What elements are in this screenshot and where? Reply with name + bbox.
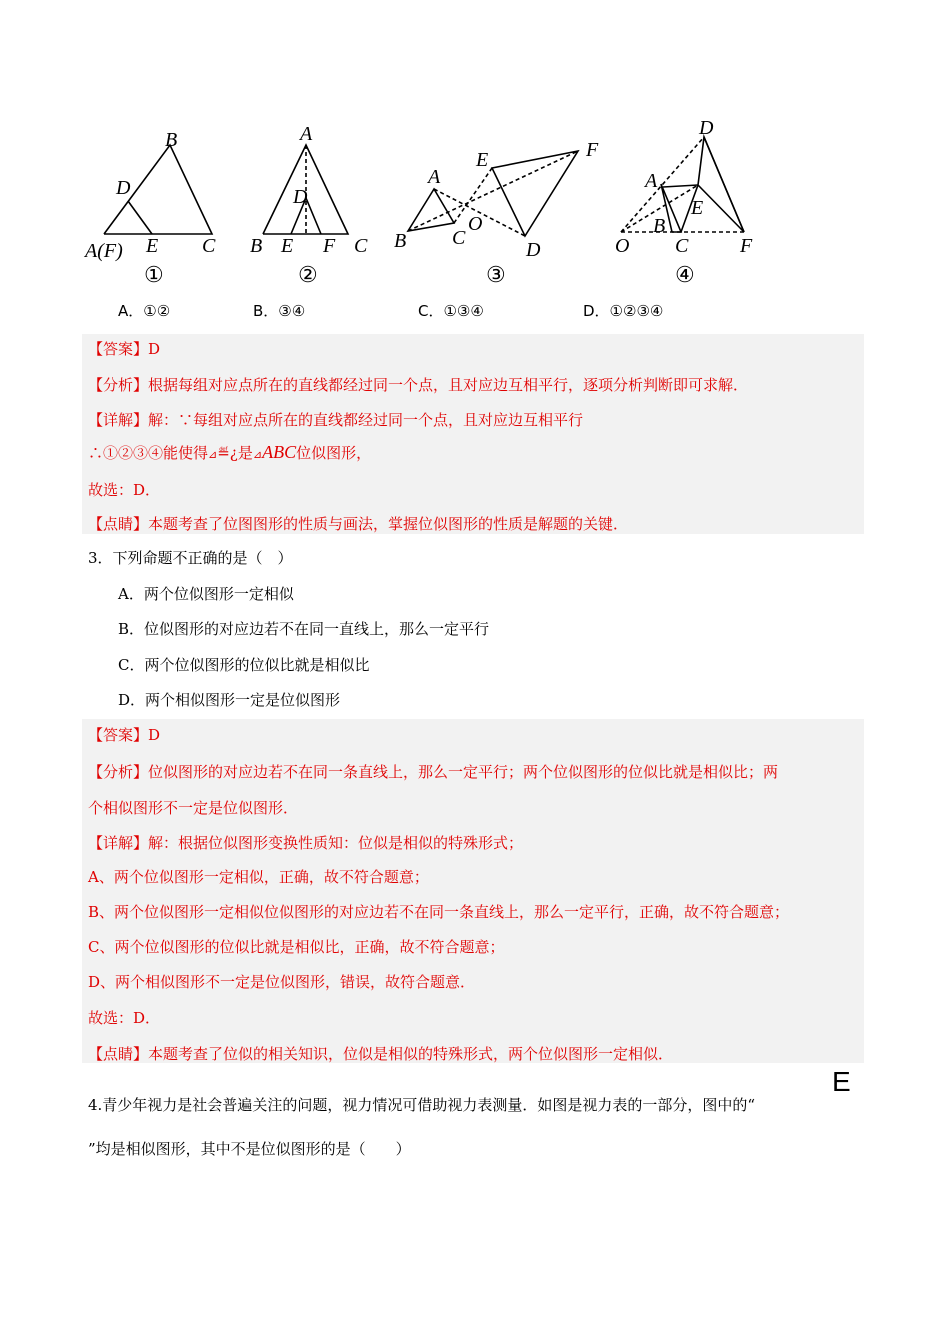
q2-comment-tag: 【点睛】 — [88, 515, 149, 533]
q3-detail-line-a: A、两个位似图形一定相似，正确，故不符合题意； — [88, 868, 429, 886]
fig3-label-e: E — [476, 149, 489, 171]
figure-4 — [615, 110, 785, 290]
q3-detail-line-d: D、两个相似图形不一定是位似图形，错误，故符合题意． — [88, 973, 476, 991]
q2-comment — [88, 513, 628, 534]
fig2-label-e: E — [281, 235, 294, 257]
q2-detail — [88, 409, 583, 430]
fig4-label-b: B — [653, 215, 666, 237]
q2-detail-tag: 【详解】 — [88, 411, 149, 429]
q3-detail-line-b: B、两个位似图形一定相似位似图形的对应边若不在同一条直线上，那么一定平行，正确，故不符合题意； — [88, 903, 790, 921]
q3-detail-tag: 【详解】 — [88, 834, 149, 852]
fig2-number: ② — [298, 262, 318, 287]
fig1-label-e: E — [146, 235, 159, 257]
q2-option-a: A．①② — [118, 302, 171, 320]
q3-detail-line-c: C、两个位似图形的位似比就是相似比，正确，故不符合题意； — [88, 938, 505, 956]
q2-answer-tag: 【答案】 — [88, 340, 149, 358]
q3-answer-value: D — [148, 726, 161, 744]
q2-analysis-tag: 【分析】 — [88, 376, 149, 394]
q2-detail2-b: ≝¿是 — [217, 444, 253, 462]
q2-option-c: C．①③④ — [418, 302, 484, 320]
fig3-label-f: F — [586, 139, 599, 161]
q3-detail-text: 解：根据位似图形变换性质知：位似是相似的特殊形式； — [148, 834, 524, 852]
fig2-label-c: C — [354, 235, 368, 257]
fig1-label-c: C — [202, 235, 216, 257]
fig3-label-o: O — [468, 213, 483, 235]
q2-answer-value: D — [148, 340, 161, 358]
q2-choose: 故选：D． — [88, 481, 161, 499]
fig2-label-b: B — [250, 235, 263, 257]
q2-detail-line2 — [88, 442, 371, 463]
q3-analysis-text2: 个相似图形不一定是位似图形． — [88, 799, 299, 817]
figure-3 — [390, 110, 605, 290]
q2-option-d: D．①②③④ — [583, 302, 664, 320]
fig2-label-a: A — [300, 123, 313, 145]
q2-detail-text: 解：∵每组对应点所在的直线都经过同一个点，且对应边互相平行 — [148, 411, 584, 429]
figure-row — [80, 110, 780, 290]
q2-detail2-triangle: ⊿ — [208, 448, 218, 461]
q3-comment-text: 本题考查了位似的相关知识，位似是相似的特殊形式，两个位似图形一定相似． — [148, 1045, 674, 1063]
q2-detail2-triangle2: ⊿ — [252, 448, 263, 461]
visual-chart-e-symbol: E — [832, 1066, 851, 1097]
fig3-label-b: B — [394, 230, 407, 252]
fig4-number: ④ — [675, 262, 695, 287]
q2-comment-text: 本题考查了位图图形的性质与画法，掌握位似图形的性质是解题的关键． — [148, 515, 629, 533]
q4-stem-line2: ”均是相似图形，其中不是位似图形的是（ ） — [88, 1140, 411, 1158]
q3-choice-c: C．两个位似图形的位似比就是相似比 — [118, 656, 370, 674]
q2-solution-box — [82, 334, 864, 534]
q3-detail — [88, 832, 523, 853]
q2-analysis — [88, 374, 748, 395]
figure-2 — [250, 110, 380, 290]
q3-answer-tag: 【答案】 — [88, 726, 149, 744]
q2-answer — [88, 338, 160, 359]
fig3-number: ③ — [486, 262, 506, 287]
q2-analysis-text: 根据每组对应点所在的直线都经过同一个点，且对应边互相平行，逐项分析判断即可求解． — [148, 376, 749, 394]
fig4-label-c: C — [675, 235, 689, 257]
q2-detail2-abc: ABC — [262, 442, 297, 462]
q3-choice-a: A．两个位似图形一定相似 — [118, 585, 294, 603]
q3-choice-d: D．两个相似图形一定是位似图形 — [118, 691, 341, 709]
q3-analysis-tag: 【分析】 — [88, 763, 149, 781]
q3-choose: 故选：D． — [88, 1009, 161, 1027]
q2-option-b: B．③④ — [253, 302, 306, 320]
q3-choice-b: B．位似图形的对应边若不在同一直线上，那么一定平行 — [118, 620, 490, 638]
fig1-label-af: A(F) — [85, 240, 123, 262]
q3-analysis-text1: 位似图形的对应边若不在同一条直线上，那么一定平行；两个位似图形的位似比就是相似比；两 — [148, 763, 779, 781]
fig3-label-d: D — [526, 239, 541, 261]
fig3-label-c: C — [452, 227, 466, 249]
fig3-label-a: A — [428, 166, 441, 188]
fig1-number: ① — [144, 262, 164, 287]
fig4-label-d: D — [699, 117, 714, 139]
q4-stem-line1: 4.青少年视力是社会普遍关注的问题，视力情况可借助视力表测量．如图是视力表的一部分，图中的“ — [88, 1096, 755, 1114]
fig4-label-e: E — [691, 197, 704, 219]
fig4-label-a: A — [645, 170, 658, 192]
fig4-label-f: F — [740, 235, 753, 257]
q3-comment — [88, 1043, 673, 1064]
q3-answer — [88, 724, 160, 745]
fig2-label-f: F — [323, 235, 336, 257]
q2-detail2-a: ∴①②③④能使得 — [88, 444, 209, 462]
figure-1 — [80, 110, 230, 290]
fig1-label-b: B — [165, 129, 178, 151]
fig1-label-d: D — [116, 177, 131, 199]
fig4-label-o: O — [615, 235, 630, 257]
q2-detail2-c: 位似图形， — [296, 444, 372, 462]
fig2-label-d: D — [293, 186, 308, 208]
q3-comment-tag: 【点睛】 — [88, 1045, 149, 1063]
q3-stem: 3．下列命题不正确的是（ ） — [88, 549, 293, 567]
q3-analysis — [88, 761, 778, 782]
